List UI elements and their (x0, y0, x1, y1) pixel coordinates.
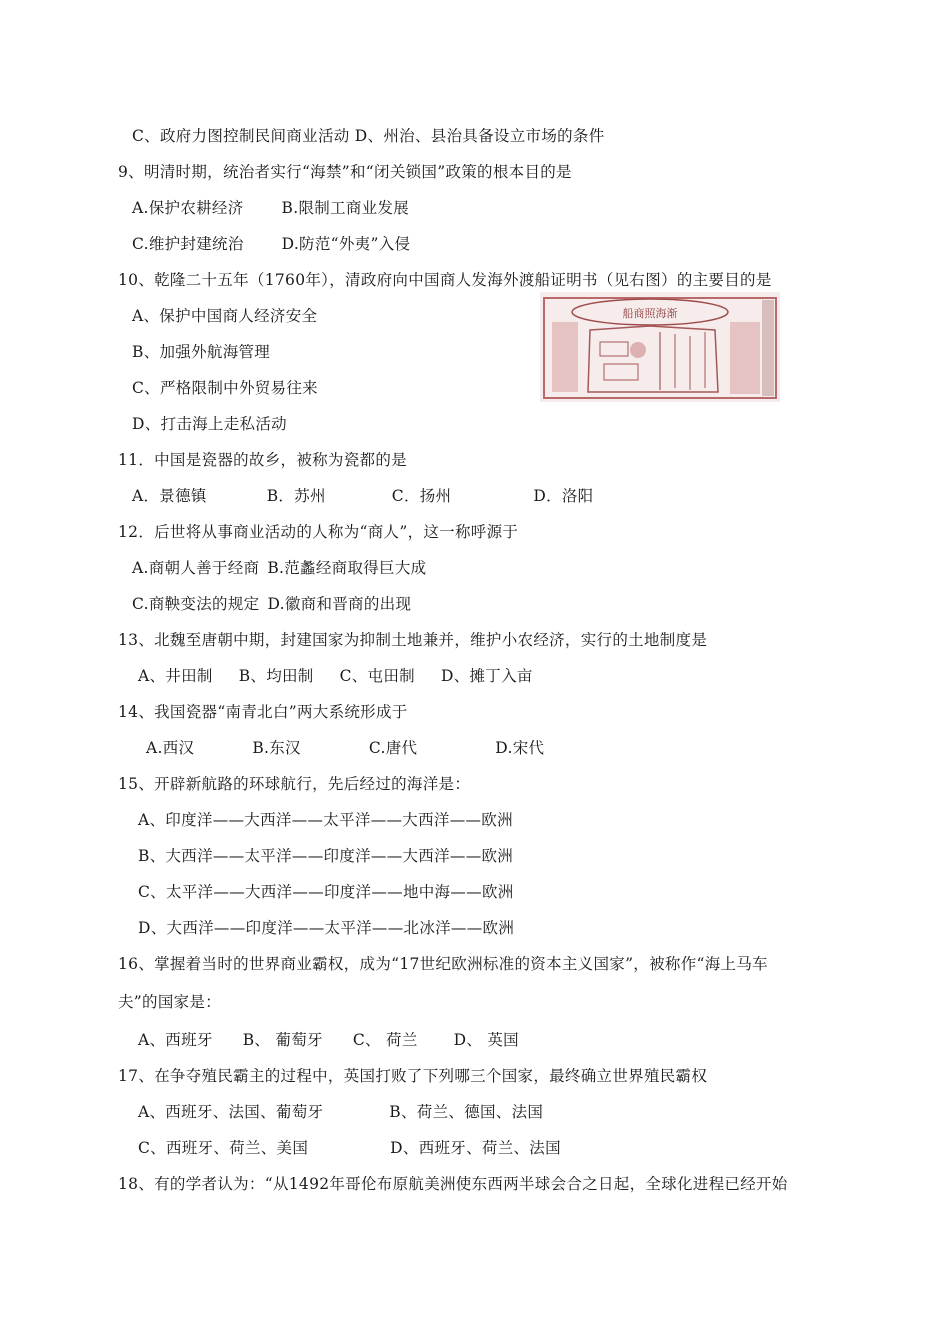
q10-option-a: A、保护中国商人经济安全 (132, 307, 318, 325)
q13-option-a: A、井田制 (138, 667, 213, 685)
question-16-cont: 夫”的国家是： (118, 993, 222, 1011)
question-11: 11．中国是瓷器的故乡，被称为瓷都的是 (118, 451, 407, 469)
q17-option-a: A、西班牙、法国、葡萄牙 (138, 1103, 324, 1121)
q16-option-c: C、 荷兰 (352, 1031, 418, 1049)
q9-option-c: C.维护封建统治 (132, 235, 244, 253)
q16-option-d: D、 英国 (453, 1031, 519, 1049)
q16-option-b: B、 葡萄牙 (242, 1031, 323, 1049)
question-16: 16、掌握着当时的世界商业霸权，成为“17世纪欧洲标准的资本主义国家”，被称作“海上马车 (118, 955, 768, 973)
q9-options-cd (132, 234, 410, 254)
q8-option-c-d: C、政府力图控制民间商业活动 D、州治、县治具备设立市场的条件 (132, 127, 605, 145)
q15-option-b: B、大西洋——太平洋——印度洋——大西洋——欧洲 (138, 847, 514, 865)
q12-option-b: B.范蠡经商取得巨大成 (267, 559, 427, 577)
question-9: 9、明清时期，统治者实行“海禁”和“闭关锁国”政策的根本目的是 (118, 163, 572, 181)
q13-options (138, 666, 533, 686)
q15-option-c: C、太平洋——大西洋——印度洋——地中海——欧洲 (138, 883, 514, 901)
q9-option-a: A.保护农耕经济 (132, 199, 244, 217)
q17-option-d: D、西班牙、荷兰、法国 (390, 1139, 561, 1157)
question-13: 13、北魏至唐朝中期，封建国家为抑制土地兼并，维护小农经济，实行的土地制度是 (118, 631, 708, 649)
q11-option-d: D．洛阳 (533, 487, 594, 505)
q9-option-d: D.防范“外夷”入侵 (281, 235, 411, 253)
q11-options (132, 486, 594, 506)
question-17: 17、在争夺殖民霸主的过程中，英国打败了下列哪三个国家，最终确立世界殖民霸权 (118, 1067, 708, 1085)
q14-option-d: D.宋代 (495, 739, 545, 757)
q12-option-a: A.商朝人善于经商 (132, 559, 260, 577)
q17-option-c: C、西班牙、荷兰、美国 (138, 1139, 309, 1157)
q13-option-b: B、均田制 (238, 667, 314, 685)
q12-option-c: C.商鞅变法的规定 (132, 595, 260, 613)
q10-option-c: C、严格限制中外贸易往来 (132, 379, 318, 397)
question-15: 15、开辟新航路的环球航行，先后经过的海洋是： (118, 775, 471, 793)
q9-options-ab (132, 198, 409, 218)
q14-options (146, 738, 544, 758)
q10-option-b: B、加强外航海管理 (132, 343, 271, 361)
certificate-image (540, 292, 780, 402)
q14-option-c: C.唐代 (368, 739, 418, 757)
q12-options-ab (132, 558, 426, 578)
certificate-figure (540, 292, 780, 402)
q13-option-d: D、摊丁入亩 (440, 667, 533, 685)
question-18: 18、有的学者认为：“从1492年哥伦布原航美洲使东西两半球会合之日起，全球化进程已经开始 (118, 1175, 788, 1193)
q17-options-cd (138, 1138, 561, 1158)
q12-option-d: D.徽商和晋商的出现 (267, 595, 412, 613)
certificate-banner: 船商照海渐 (622, 307, 678, 320)
q12-options-cd (132, 594, 411, 614)
q10-option-d: D、打击海上走私活动 (132, 415, 287, 433)
q11-option-a: A．景德镇 (132, 487, 207, 505)
q15-option-a: A、印度洋——大西洋——太平洋——大西洋——欧洲 (138, 811, 513, 829)
q17-options-ab (138, 1102, 543, 1122)
q16-option-a: A、西班牙 (138, 1031, 213, 1049)
question-14: 14、我国瓷器“南青北白”两大系统形成于 (118, 703, 408, 721)
question-12: 12．后世将从事商业活动的人称为“商人”，这一称呼源于 (118, 523, 519, 541)
q17-option-b: B、荷兰、德国、法国 (389, 1103, 544, 1121)
q14-option-a: A.西汉 (146, 739, 195, 757)
q11-option-c: C．扬州 (391, 487, 452, 505)
q13-option-c: C、屯田制 (339, 667, 415, 685)
q15-option-d: D、大西洋——印度洋——太平洋——北冰洋——欧洲 (138, 919, 515, 937)
q9-option-b: B.限制工商业发展 (281, 199, 410, 217)
question-10: 10、乾隆二十五年（1760年），清政府向中国商人发海外渡船证明书（见右图）的主要目的是 (118, 271, 772, 289)
q11-option-b: B．苏州 (266, 487, 326, 505)
q16-options (138, 1030, 519, 1050)
q14-option-b: B.东汉 (252, 739, 301, 757)
